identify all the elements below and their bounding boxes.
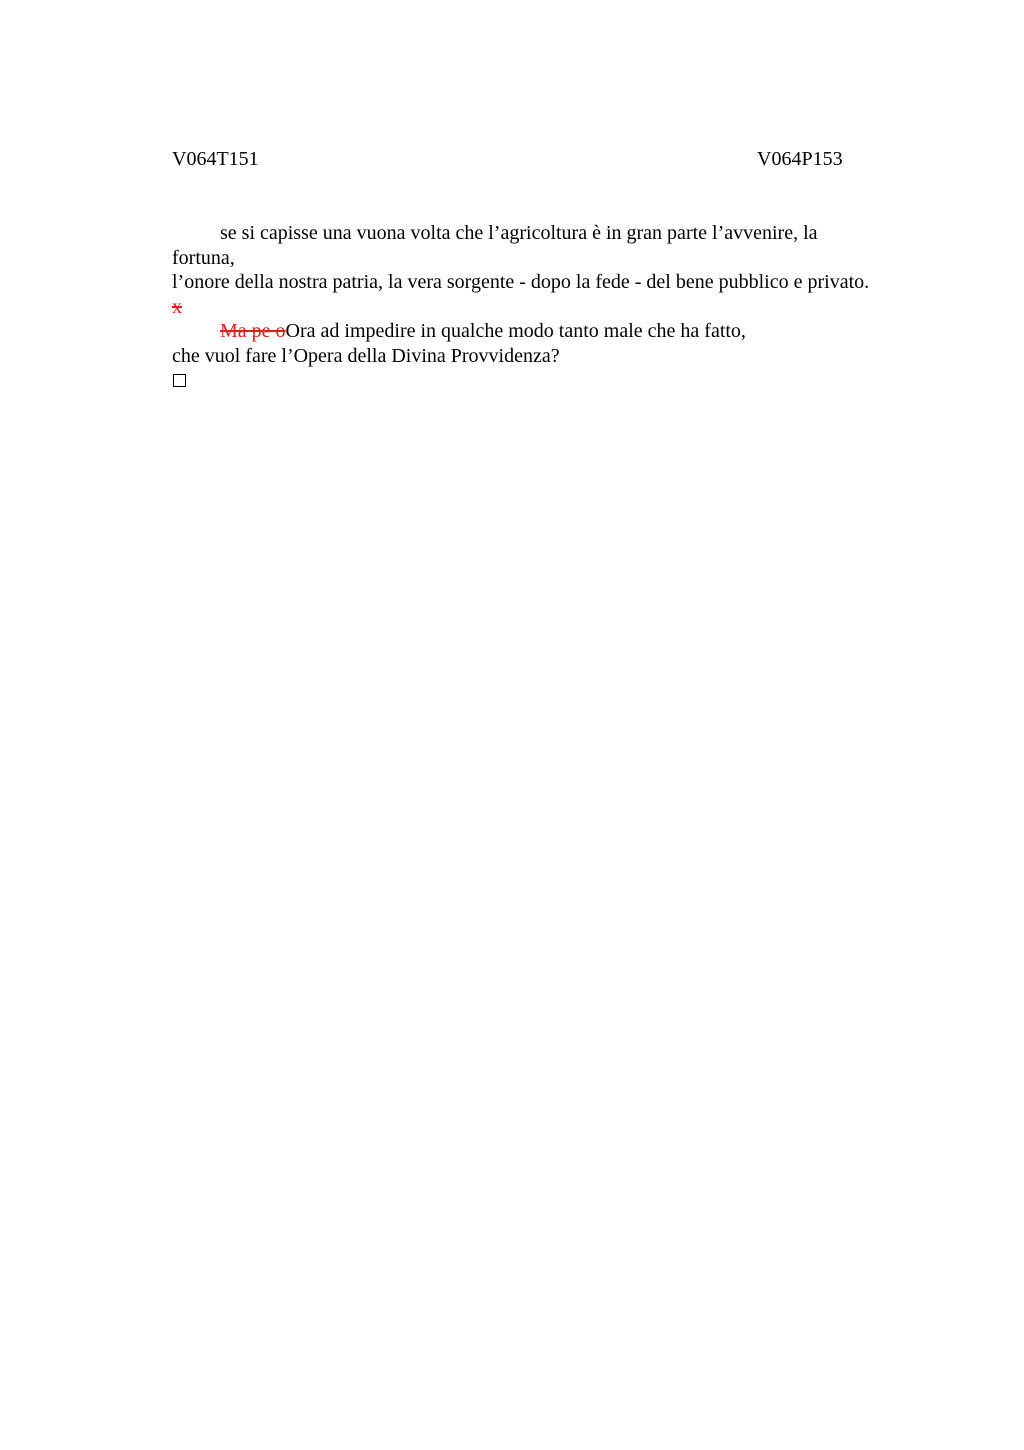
text-line-2: fortuna,: [172, 246, 235, 269]
header-left-code: V064T151: [172, 148, 259, 170]
deleted-text: Ma pe o: [220, 320, 286, 342]
text-line-5-content: Ora ad impedire in qualche modo tanto male che ha fatto,: [285, 320, 746, 342]
end-marker-line: [172, 368, 902, 393]
transcription-body: [172, 221, 902, 393]
deleted-mark: x: [172, 295, 182, 318]
text-line-5: [172, 319, 902, 344]
deleted-mark-line: [172, 295, 902, 320]
text-line-1: se si capisse una vuona volta che l’agricoltura è in gran parte l’avvenire, la: [220, 222, 818, 244]
text-line-3: l’onore della nostra patria, la vera sorgente - dopo la fede - del bene pubblico e privato.: [172, 271, 870, 293]
empty-square-icon: [173, 374, 186, 387]
header-right-code: V064P153: [757, 148, 843, 170]
text-line-6: che vuol fare l’Opera della Divina Provvidenza?: [172, 344, 560, 367]
